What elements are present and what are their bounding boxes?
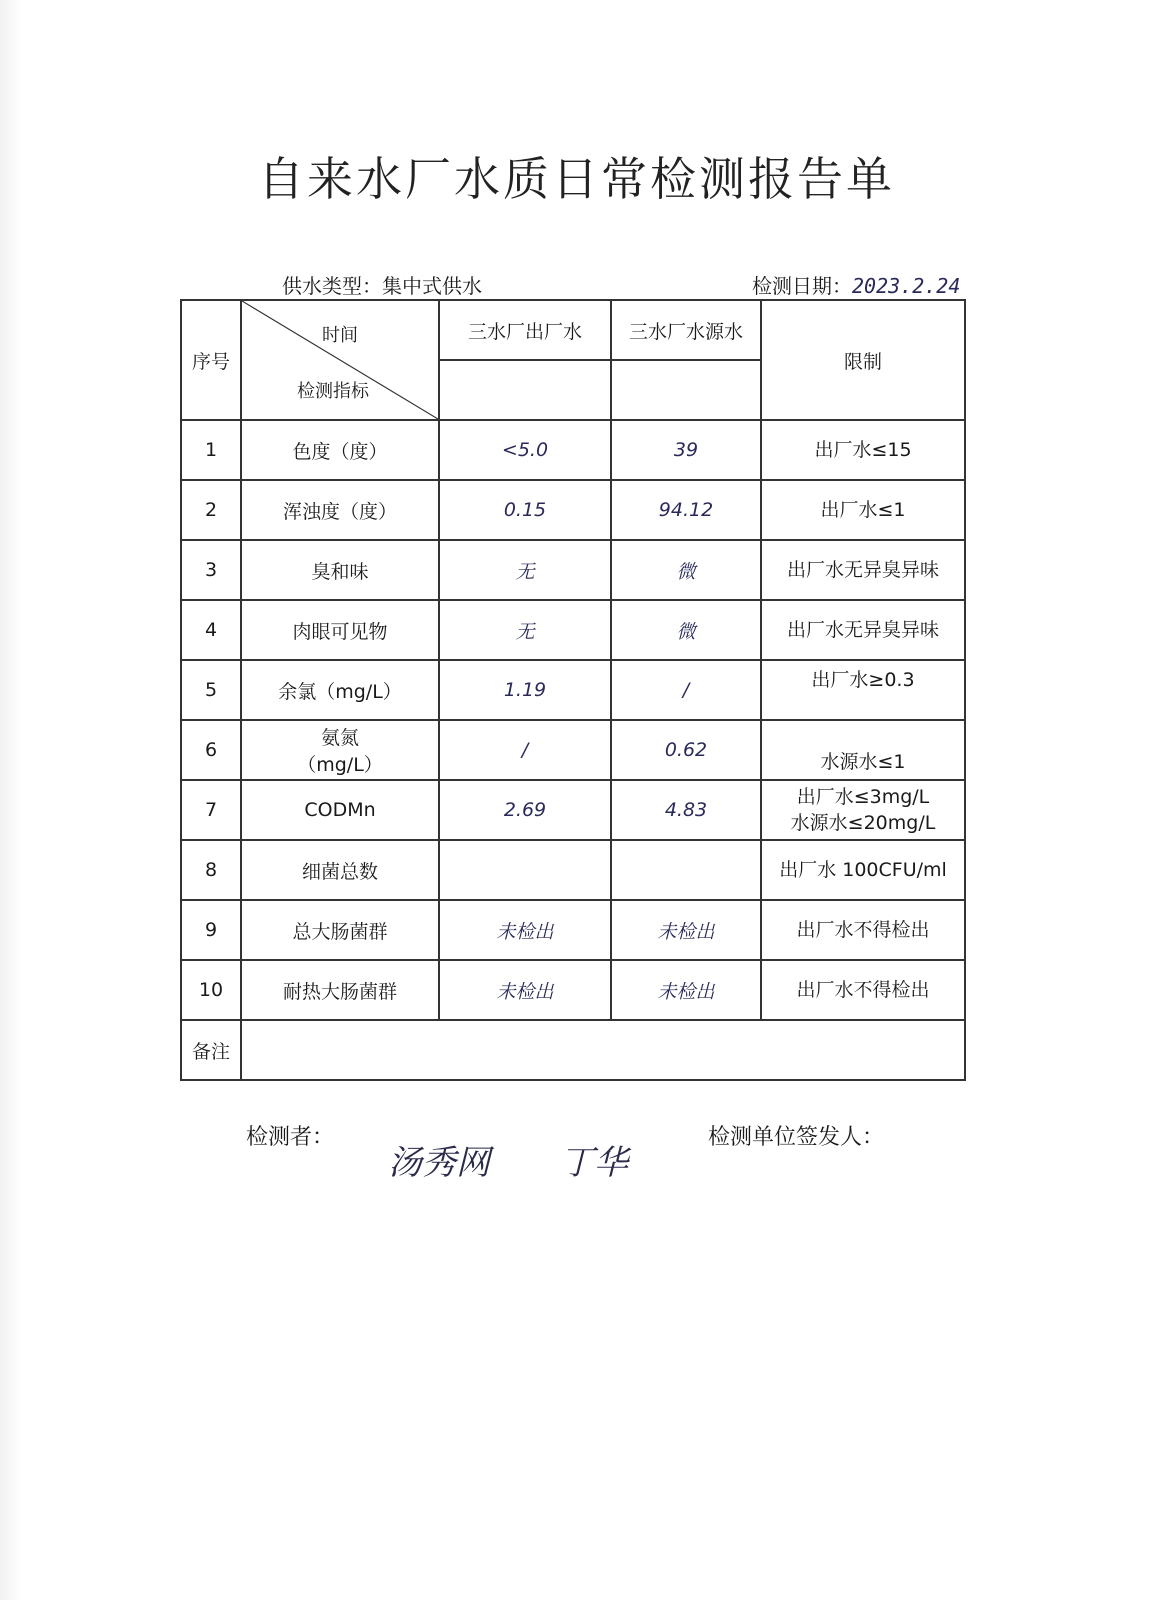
indicator-cell: 总大肠菌群: [241, 900, 439, 960]
limit-cell: 出厂水不得检出: [761, 960, 965, 1020]
outlet-value: /: [439, 720, 611, 780]
limit-cell: 水源水≤1: [761, 720, 965, 780]
limit-cell: 出厂水无异臭异味: [761, 600, 965, 660]
remark-row: [181, 1020, 965, 1080]
inspector-label: 检测者：: [246, 1125, 335, 1150]
table-row: [181, 660, 965, 720]
source-value: 0.62: [611, 720, 761, 780]
issuer-label: 检测单位签发人：: [708, 1125, 885, 1150]
source-header: 三水厂水源水: [611, 300, 761, 360]
limit-line-1: 出厂水≤3mg/L: [796, 786, 930, 808]
table-row: [181, 960, 965, 1020]
limit-line-2: 水源水≤20mg/L: [790, 812, 936, 834]
table-row: [181, 720, 965, 780]
scan-edge: [0, 0, 22, 1600]
outlet-header: 三水厂出厂水: [439, 300, 611, 360]
source-value: /: [611, 660, 761, 720]
diagonal-header: [241, 300, 439, 420]
seq-cell: 1: [181, 420, 241, 480]
seq-cell: 10: [181, 960, 241, 1020]
source-value: 未检出: [611, 900, 761, 960]
outlet-subheader: [439, 360, 611, 420]
seq-cell: 8: [181, 840, 241, 900]
seq-cell: 5: [181, 660, 241, 720]
inspector-signature-1: 汤秀网: [388, 1143, 490, 1183]
test-date-label: 检测日期：: [752, 274, 852, 298]
indicator-cell: 肉眼可见物: [241, 600, 439, 660]
source-value: [611, 840, 761, 900]
limit-cell: 出厂水无异臭异味: [761, 540, 965, 600]
outlet-value: [439, 840, 611, 900]
outlet-value: 0.15: [439, 480, 611, 540]
indicator-cell: 细菌总数: [241, 840, 439, 900]
seq-header: 序号: [181, 300, 241, 420]
indicator-cell: 耐热大肠菌群: [241, 960, 439, 1020]
source-value: 未检出: [611, 960, 761, 1020]
indicator-cell: CODMn: [241, 780, 439, 840]
limit-cell: 出厂水≤1: [761, 480, 965, 540]
report-table: [180, 299, 966, 1081]
indicator-cell: 色度（度）: [241, 420, 439, 480]
outlet-value: 1.19: [439, 660, 611, 720]
outlet-value: 未检出: [439, 900, 611, 960]
report-title: 自来水厂水质日常检测报告单: [258, 152, 895, 206]
source-value: 微: [611, 600, 761, 660]
limit-cell: 出厂水 100CFU/ml: [761, 840, 965, 900]
diagonal-header-indicator: 检测指标: [297, 381, 369, 402]
limit-cell: 出厂水不得检出: [761, 900, 965, 960]
table-row: [181, 900, 965, 960]
source-value: 4.83: [611, 780, 761, 840]
limit-cell: 出厂水≥0.3: [761, 660, 965, 720]
test-date-value: 2023.2.24: [852, 274, 961, 298]
seq-cell: 7: [181, 780, 241, 840]
table-row: [181, 780, 965, 840]
outlet-value: <5.0: [439, 420, 611, 480]
limit-header: 限制: [761, 300, 965, 420]
outlet-value: 无: [439, 540, 611, 600]
limit-cell: [761, 780, 965, 840]
seq-cell: 4: [181, 600, 241, 660]
seq-cell: 6: [181, 720, 241, 780]
outlet-value: 2.69: [439, 780, 611, 840]
indicator-cell: [241, 720, 439, 780]
supply-type: 供水类型：集中式供水: [282, 274, 482, 298]
table-row: [181, 480, 965, 540]
test-date: [752, 270, 960, 299]
source-subheader: [611, 360, 761, 420]
inspector-signature-2: 丁华: [560, 1143, 628, 1183]
source-value: 39: [611, 420, 761, 480]
seq-cell: 9: [181, 900, 241, 960]
diagonal-header-time: 时间: [322, 325, 358, 346]
outlet-value: 无: [439, 600, 611, 660]
indicator-line-1: 氨氮: [320, 727, 359, 749]
indicator-cell: 臭和味: [241, 540, 439, 600]
header-row: [181, 300, 965, 360]
source-value: 微: [611, 540, 761, 600]
table-row: [181, 840, 965, 900]
seq-cell: 3: [181, 540, 241, 600]
indicator-line-2: （mg/L）: [297, 754, 383, 776]
outlet-value: 未检出: [439, 960, 611, 1020]
table-row: [181, 600, 965, 660]
indicator-cell: 浑浊度（度）: [241, 480, 439, 540]
seq-cell: 2: [181, 480, 241, 540]
indicator-cell: 余氯（mg/L）: [241, 660, 439, 720]
remark-content: [241, 1020, 965, 1080]
source-value: 94.12: [611, 480, 761, 540]
limit-cell: 出厂水≤15: [761, 420, 965, 480]
remark-label: 备注: [181, 1020, 241, 1080]
table-row: [181, 540, 965, 600]
table-row: [181, 420, 965, 480]
